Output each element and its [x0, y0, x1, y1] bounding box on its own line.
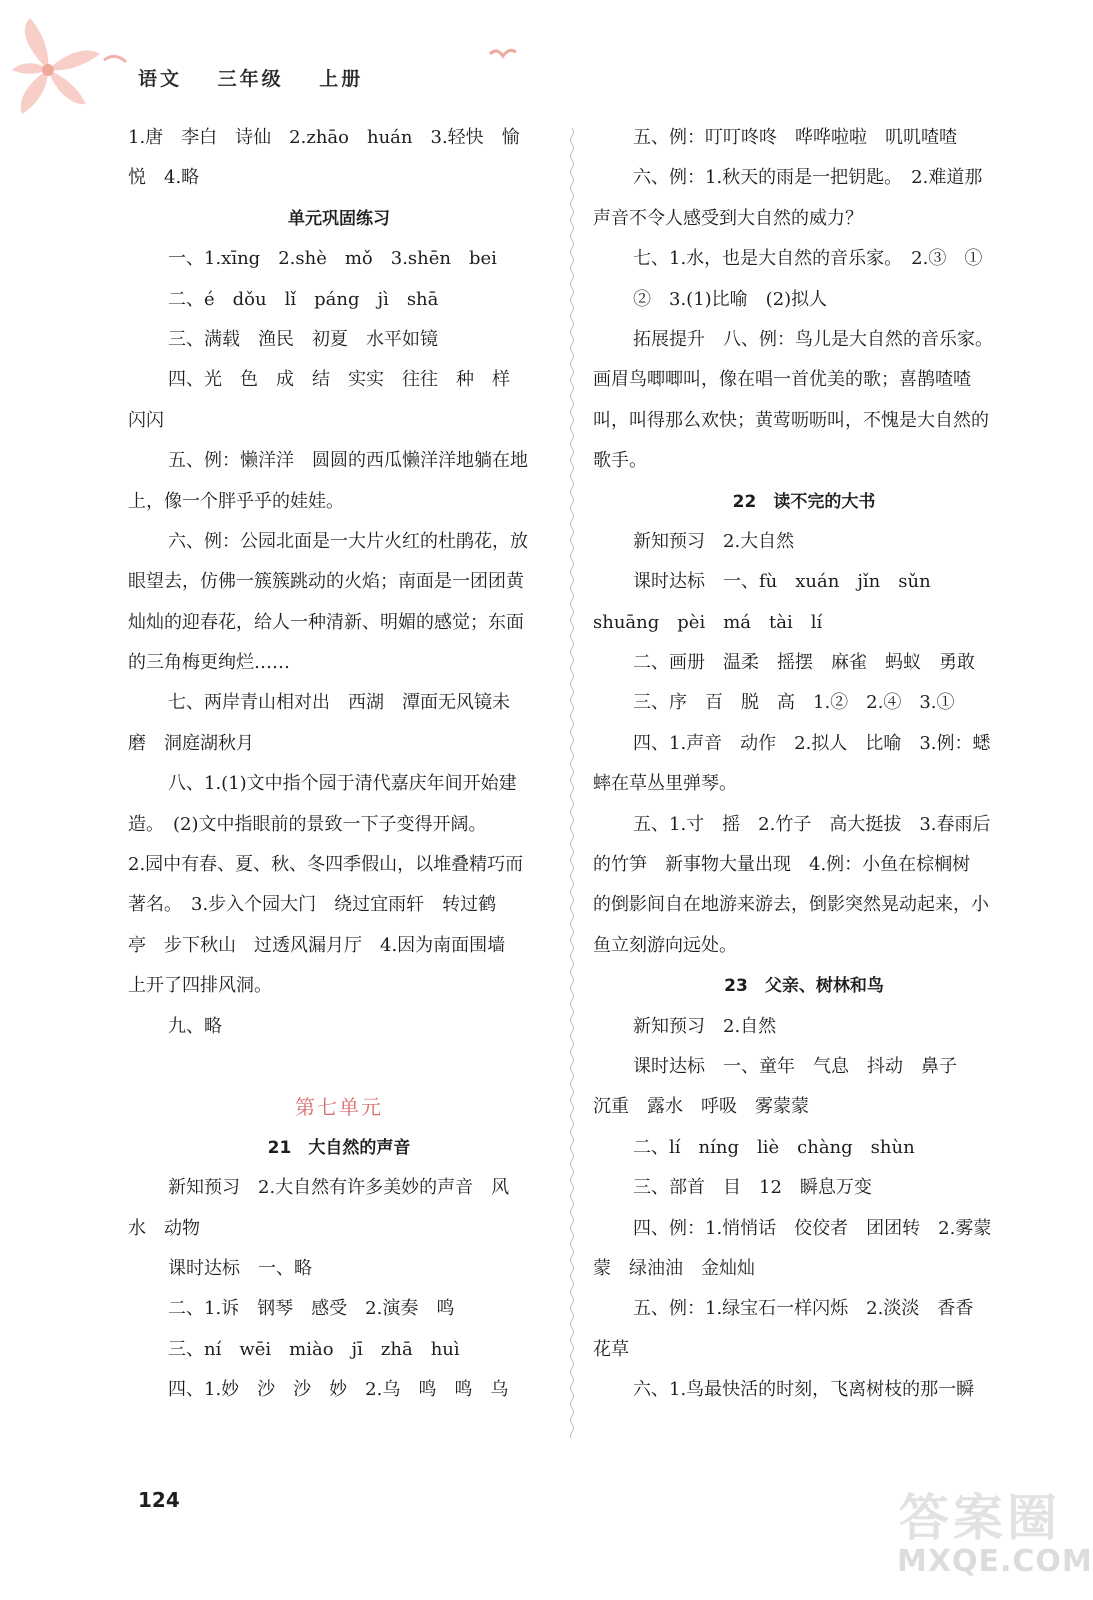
answer-line: ② 3.(1)比喻 (2)拟人 [633, 288, 828, 310]
answer-line: 七、两岸青山相对出 西湖 潭面无风镜未 [168, 692, 510, 714]
flower-decoration-icon [8, 10, 138, 130]
right-column [593, 118, 1015, 1411]
answer-line: 四、例：1.悄悄话 佼佼者 团团转 2.雾蒙 [633, 1217, 992, 1239]
answer-line: 课时达标 一、略 [168, 1257, 312, 1279]
left-column [128, 118, 550, 1411]
watermark-url: MXQE.COM [897, 1544, 1093, 1579]
answer-line: 二、lí níng liè chàng shùn [633, 1136, 915, 1158]
answer-line: 三、ní wēi miào jī zhā huì [168, 1338, 460, 1360]
answer-line: 鱼立刻游向远处。 [593, 934, 737, 956]
answer-line: 沉重 露水 呼吸 雾蒙蒙 [593, 1096, 809, 1118]
section-heading: 21 大自然的声音 [267, 1137, 411, 1158]
answer-line: 上，像一个胖乎乎的娃娃。 [128, 490, 344, 512]
answer-line: 七、1.水，也是大自然的音乐家。 2.③ ① [633, 248, 983, 270]
answer-line: 五、例：叮叮咚咚 哗哗啦啦 叽叽喳喳 [633, 127, 957, 148]
answer-line: 五、例：1.绿宝石一样闪烁 2.淡淡 香香 [633, 1298, 974, 1320]
answer-line: 蟀在草丛里弹琴。 [593, 773, 737, 795]
answer-line: 一、1.xīng 2.shè mǒ 3.shēn bei [168, 248, 497, 270]
answer-line: shuāng pèi má tài lí [593, 611, 823, 633]
header-grade: 三年级 [217, 68, 284, 90]
answer-line: 磨 洞庭湖秋月 [128, 732, 254, 754]
answer-line: 六、例：1.秋天的雨是一把钥匙。 2.难道那 [633, 167, 983, 189]
page-number: 124 [138, 1488, 180, 1512]
answer-line: 的竹笋 新事物大量出现 4.例：小鱼在棕榈树 [593, 854, 971, 876]
answer-line: 水 动物 [128, 1217, 200, 1239]
answer-line: 拓展提升 八、例：鸟儿是大自然的音乐家。 [633, 328, 993, 350]
section-heading: 22 读不完的大书 [732, 491, 876, 512]
answer-line: 叫，叫得那么欢快；黄莺呖呖叫，不愧是大自然的 [593, 409, 989, 431]
answer-line [128, 1047, 550, 1087]
answer-line: 二、é dǒu lǐ páng jì shā [168, 288, 439, 310]
answer-line: 的三角梅更绚烂…… [128, 652, 290, 674]
answer-line: 上开了四排风洞。 [128, 975, 272, 997]
unit-title: 第七单元 [295, 1095, 383, 1120]
header-volume: 上册 [319, 68, 364, 90]
section-heading: 单元巩固练习 [288, 208, 390, 229]
answer-line: 新知预习 2.自然 [633, 1015, 777, 1037]
answer-line: 课时达标 一、fù xuán jǐn sǔn [633, 571, 931, 593]
answer-line: 课时达标 一、童年 气息 抖动 鼻子 [633, 1055, 957, 1077]
column-divider [569, 128, 575, 1438]
answer-line: 四、光 色 成 结 实实 往往 种 样 [168, 369, 510, 391]
answer-line: 新知预习 2.大自然有许多美妙的声音 风 [168, 1177, 510, 1199]
bird-decoration-icon [488, 44, 518, 64]
answer-line: 蒙 绿油油 金灿灿 [593, 1257, 755, 1279]
answer-line: 歌手。 [593, 450, 647, 472]
answer-line: 闪闪 [128, 409, 164, 431]
answer-line: 二、1.诉 钢琴 感受 2.演奏 鸣 [168, 1298, 455, 1320]
answer-line: 五、1.寸 摇 2.竹子 高大挺拔 3.春雨后 [633, 813, 991, 835]
answer-line: 二、画册 温柔 摇摆 麻雀 蚂蚁 勇敢 [633, 652, 975, 674]
answer-line: 八、1.(1)文中指个园于清代嘉庆年间开始建 [168, 773, 517, 795]
answer-line: 眼望去，仿佛一簇簇跳动的火焰；南面是一团团黄 [128, 571, 524, 593]
answer-line: 四、1.声音 动作 2.拟人 比喻 3.例：蟋 [633, 732, 991, 754]
answer-line: 2.园中有春、夏、秋、冬四季假山，以堆叠精巧而 [128, 854, 524, 876]
answer-line: 五、例：懒洋洋 圆圆的西瓜懒洋洋地躺在地 [168, 450, 528, 472]
answer-line: 四、1.妙 沙 沙 妙 2.乌 鸣 鸣 乌 [168, 1379, 509, 1401]
answer-line: 悦 4.略 [128, 167, 200, 189]
answer-line: 亭 步下秋山 过透风漏月厅 4.因为南面围墙 [128, 934, 506, 956]
answer-line: 新知预习 2.大自然 [633, 530, 795, 552]
header-subject: 语文 [138, 68, 183, 90]
answer-line: 1.唐 李白 诗仙 2.zhāo huán 3.轻快 愉 [128, 127, 520, 148]
watermark [895, 1478, 1093, 1593]
answer-line: 三、满载 渔民 初夏 水平如镜 [168, 328, 438, 350]
answer-line: 著名。 3.步入个园大门 绕过宜雨轩 转过鹤 [128, 894, 497, 916]
answer-line: 六、1.鸟最快活的时刻，飞离树枝的那一瞬 [633, 1379, 975, 1401]
answer-line: 灿灿的迎春花，给人一种清新、明媚的感觉；东面 [128, 611, 524, 633]
page-header [138, 64, 389, 91]
answer-line: 六、例：公园北面是一大片火红的杜鹃花，放 [168, 530, 528, 552]
answer-line: 的倒影间自在地游来游去，倒影突然晃动起来，小 [593, 894, 989, 916]
answer-line: 花草 [593, 1338, 629, 1360]
answer-line: 三、部首 目 12 瞬息万变 [633, 1177, 872, 1199]
watermark-logo-text: 答案圈 [899, 1489, 1061, 1547]
answer-line: 造。 (2)文中指眼前的景致一下子变得开阔。 [128, 813, 487, 835]
answer-line: 三、序 百 脱 高 1.② 2.④ 3.① [633, 692, 955, 714]
answer-line: 画眉鸟唧唧叫，像在唱一首优美的歌；喜鹊喳喳 [593, 369, 971, 391]
answer-line: 九、略 [168, 1015, 222, 1037]
section-heading: 23 父亲、树林和鸟 [724, 976, 884, 997]
answer-line: 声音不令人感受到大自然的威力？ [593, 207, 863, 229]
